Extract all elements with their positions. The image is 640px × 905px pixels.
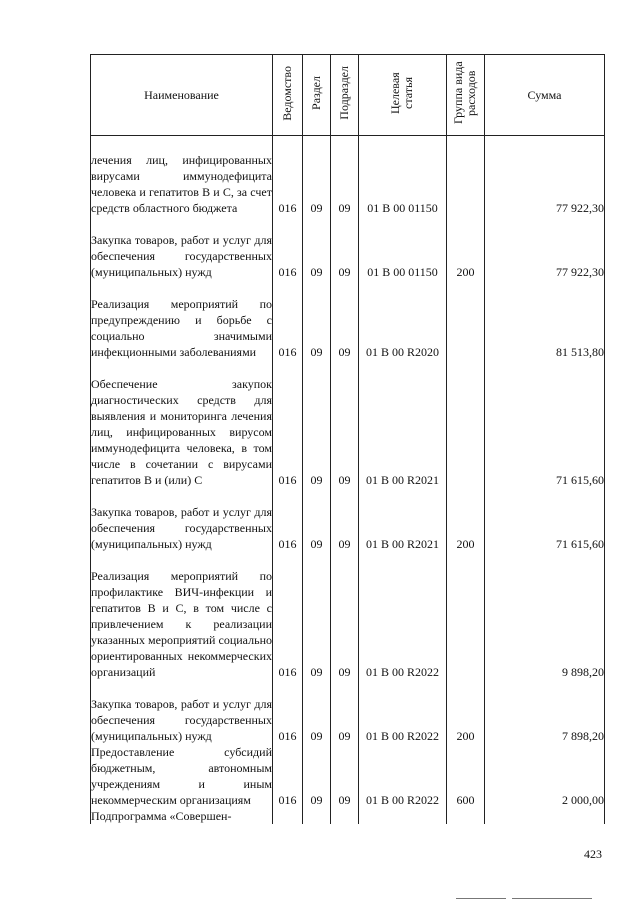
header-expense-group: Группа вида расходов <box>447 55 485 136</box>
row-target-article: 01 В 00 R2022 <box>359 680 447 744</box>
header-section: Раздел <box>303 55 331 136</box>
row-target-article: 01 В 00 R2022 <box>359 552 447 680</box>
row-sum: 77 922,30 <box>485 136 605 216</box>
table-row <box>91 552 605 680</box>
row-section: 09 <box>303 216 331 280</box>
table-row <box>91 744 605 808</box>
row-expense-group <box>447 360 485 488</box>
row-target-article: 01 В 00 01150 <box>359 136 447 216</box>
row-sum: 9 898,20 <box>485 552 605 680</box>
row-name: лечения лиц, инфицированных вирусами иммунодефицита человека и гепатитов В и С, за счет средств областного бюджета <box>91 136 273 216</box>
table-row <box>91 808 605 824</box>
row-subsection <box>331 808 359 824</box>
row-expense-group: 600 <box>447 744 485 808</box>
row-target-article: 01 В 00 R2021 <box>359 488 447 552</box>
row-target-article: 01 В 00 R2021 <box>359 360 447 488</box>
table-row <box>91 360 605 488</box>
row-subsection: 09 <box>331 744 359 808</box>
table-row <box>91 216 605 280</box>
row-subsection: 09 <box>331 552 359 680</box>
header-department: Ведомство <box>273 55 303 136</box>
row-expense-group <box>447 552 485 680</box>
row-sum: 71 615,60 <box>485 488 605 552</box>
footer-divider <box>512 898 592 899</box>
row-target-article: 01 В 00 R2022 <box>359 744 447 808</box>
table-row <box>91 280 605 360</box>
header-target-article: Целевая статья <box>359 55 447 136</box>
row-department: 016 <box>273 744 303 808</box>
table-row <box>91 680 605 744</box>
row-section: 09 <box>303 136 331 216</box>
row-target-article <box>359 808 447 824</box>
table-row <box>91 488 605 552</box>
row-department: 016 <box>273 136 303 216</box>
row-expense-group <box>447 136 485 216</box>
row-name: Реализация мероприятий по предупреждению и борьбе с социально значимыми инфекционными заболеваниями <box>91 280 273 360</box>
row-department: 016 <box>273 360 303 488</box>
row-section: 09 <box>303 280 331 360</box>
row-name: Обеспечение закупок диагностических средств для выявления и мониторинга лечения лиц, инфицированных вирусом иммунодефицита человека, в том числе в сочетании с вирусами гепатитов В и (или) С <box>91 360 273 488</box>
row-sum: 77 922,30 <box>485 216 605 280</box>
row-department: 016 <box>273 216 303 280</box>
row-department: 016 <box>273 552 303 680</box>
row-subsection: 09 <box>331 136 359 216</box>
header-subsection: Подраздел <box>331 55 359 136</box>
row-name: Реализация мероприятий по профилактике ВИЧ-инфекции и гепатитов В и С, в том числе с привлечением к реализации указанных мероприятий социально ориентированных некоммерческих организаций <box>91 552 273 680</box>
row-expense-group <box>447 808 485 824</box>
row-name: Закупка товаров, работ и услуг для обеспечения государственных (муниципальных) нужд <box>91 216 273 280</box>
row-sum: 2 000,00 <box>485 744 605 808</box>
row-subsection: 09 <box>331 680 359 744</box>
row-department: 016 <box>273 280 303 360</box>
row-expense-group: 200 <box>447 488 485 552</box>
budget-table <box>90 54 605 824</box>
footer-divider <box>456 898 506 899</box>
row-department <box>273 808 303 824</box>
row-section: 09 <box>303 744 331 808</box>
row-department: 016 <box>273 488 303 552</box>
row-section: 09 <box>303 488 331 552</box>
row-subsection: 09 <box>331 280 359 360</box>
row-expense-group: 200 <box>447 216 485 280</box>
row-target-article: 01 В 00 01150 <box>359 216 447 280</box>
row-section <box>303 808 331 824</box>
header-name: Наименование <box>91 55 273 136</box>
table-row <box>91 136 605 216</box>
row-department: 016 <box>273 680 303 744</box>
row-sum: 71 615,60 <box>485 360 605 488</box>
row-target-article: 01 В 00 R2020 <box>359 280 447 360</box>
page-number: 423 <box>584 847 602 861</box>
row-subsection: 09 <box>331 216 359 280</box>
row-name: Подпрограмма «Совершен- <box>91 808 273 824</box>
row-section: 09 <box>303 360 331 488</box>
row-expense-group <box>447 280 485 360</box>
row-expense-group: 200 <box>447 680 485 744</box>
row-name: Закупка товаров, работ и услуг для обеспечения государственных (муниципальных) нужд <box>91 488 273 552</box>
row-name: Закупка товаров, работ и услуг для обеспечения государственных (муниципальных) нужд <box>91 680 273 744</box>
row-sum: 81 513,80 <box>485 280 605 360</box>
row-sum: 7 898,20 <box>485 680 605 744</box>
table-header-row <box>91 55 605 136</box>
header-sum: Сумма <box>485 55 605 136</box>
row-subsection: 09 <box>331 360 359 488</box>
row-sum <box>485 808 605 824</box>
row-name: Предоставление субсидий бюджетным, автономным учреждениям и иным некоммерческим организациям <box>91 744 272 807</box>
row-section: 09 <box>303 680 331 744</box>
row-subsection: 09 <box>331 488 359 552</box>
row-section: 09 <box>303 552 331 680</box>
